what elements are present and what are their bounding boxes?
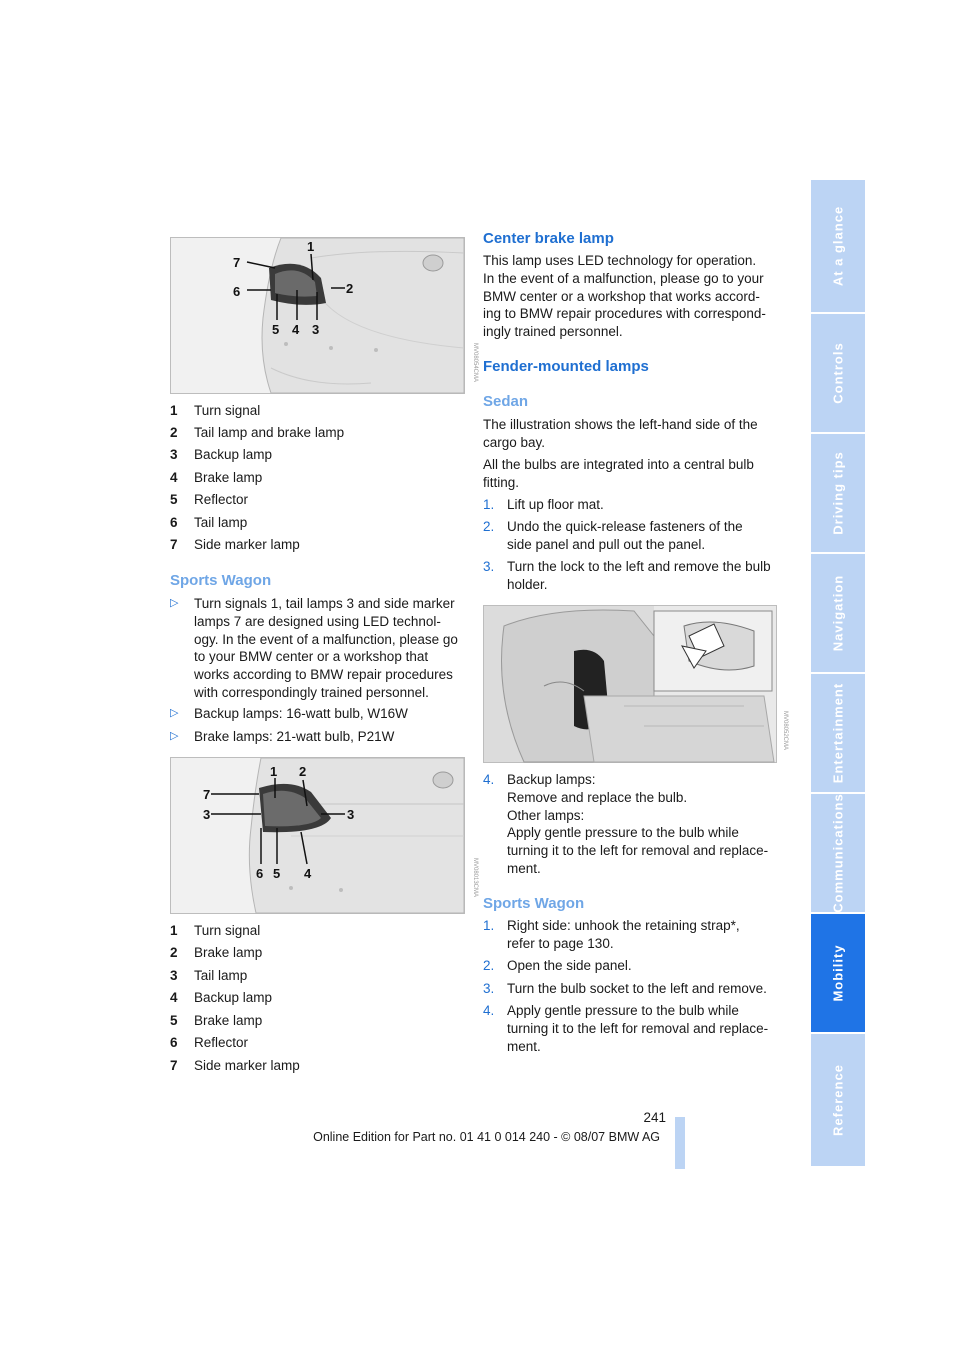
- fig2-code: MV08013CMA: [472, 858, 478, 898]
- fig1-callout-5: 5: [272, 322, 280, 337]
- tab-entertainment[interactable]: Entertainment: [811, 674, 865, 792]
- tab-controls[interactable]: Controls: [811, 314, 865, 432]
- fig1-callout-3: 3: [312, 322, 320, 337]
- wagon-tail-lamp-illustration: [171, 758, 478, 913]
- heading-center-brake-lamp: Center brake lamp: [483, 230, 614, 247]
- tab-at-a-glance[interactable]: At a glance: [811, 180, 865, 312]
- heading-sports-wagon-right: Sports Wagon: [483, 895, 585, 912]
- tab-navigation[interactable]: Navigation: [811, 554, 865, 672]
- tab-reference[interactable]: Reference: [811, 1034, 865, 1166]
- tab-mobility[interactable]: Mobility: [811, 914, 865, 1032]
- sedan-tail-lamp-illustration: [171, 238, 478, 393]
- sedan-paragraph-1: The illustration shows the left-hand side of the cargo bay.: [483, 417, 758, 450]
- center-brake-lamp-text: This lamp uses LED technology for operation. In the event of a malfunction, please go to your BMW center or a workshop that works accord- ing to BMW repair procedures with correspond- ingly trained personnel.: [483, 253, 766, 340]
- figure-sedan-tail-lamp: [170, 237, 478, 394]
- sedan-paragraph-2: All the bulbs are integrated into a central bulb fitting.: [483, 457, 754, 490]
- heading-sedan: Sedan: [483, 393, 529, 410]
- fig2-callout-3-left: 3: [203, 807, 211, 822]
- bullet-marker-icon: ▷: [170, 730, 179, 742]
- fig1-callout-2: 2: [346, 281, 354, 296]
- page-number: 241: [643, 1110, 666, 1125]
- cargo-bay-illustration: [484, 606, 788, 762]
- tab-driving-tips[interactable]: Driving tips: [811, 434, 865, 552]
- heading-sports-wagon: Sports Wagon: [170, 572, 272, 589]
- bullet-marker-icon: ▷: [170, 597, 179, 609]
- fig2-callout-3-right: 3: [347, 807, 355, 822]
- fig2-callout-5: 5: [273, 866, 281, 881]
- figure-cargo-bay-bulb-holder: [483, 605, 788, 763]
- fig2-callout-2: 2: [299, 764, 307, 779]
- fig2-callout-4: 4: [304, 866, 312, 881]
- fig1-callout-7: 7: [233, 255, 241, 270]
- fig3-code: MV08052CMA: [782, 711, 788, 751]
- figure-wagon-tail-lamp: [170, 757, 478, 914]
- fig1-callout-1: 1: [307, 239, 315, 254]
- fig2-callout-1: 1: [270, 764, 278, 779]
- fig1-callout-4: 4: [292, 322, 300, 337]
- fig2-callout-6: 6: [256, 866, 264, 881]
- fig1-callout-6: 6: [233, 284, 241, 299]
- footer-edition: Online Edition for Part no. 01 41 0 014 240 - © 08/07 BMW AG: [313, 1130, 660, 1144]
- footer-bar: [675, 1117, 685, 1169]
- fig1-code: MV08054CMA: [472, 343, 478, 383]
- heading-fender-mounted-lamps: Fender-mounted lamps: [483, 358, 649, 375]
- tab-communications[interactable]: Communications: [811, 794, 865, 912]
- bullet-marker-icon: ▷: [170, 707, 179, 719]
- fig2-callout-7: 7: [203, 787, 211, 802]
